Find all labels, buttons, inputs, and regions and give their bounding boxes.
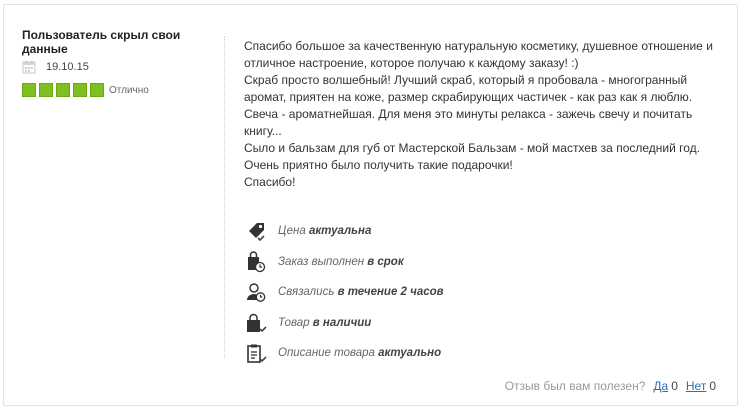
rating-stars	[22, 83, 107, 97]
price-tag-icon	[244, 219, 268, 243]
feature-value: в срок	[367, 255, 404, 268]
review-text	[244, 38, 714, 191]
feature-item	[244, 338, 444, 369]
rating-star	[56, 83, 70, 97]
feature-label: Заказ выполнен	[278, 255, 368, 268]
rating-star	[22, 83, 36, 97]
feature-label: Связались	[278, 286, 338, 299]
rating-star	[90, 83, 104, 97]
vote-no-link[interactable]: Нет	[685, 379, 707, 393]
helpful-question: Отзыв был вам полезен?	[504, 379, 646, 393]
review-paragraph: Спасибо!	[244, 175, 296, 189]
feature-label: Цена	[278, 225, 309, 238]
helpful-vote	[505, 379, 716, 393]
vote-yes-count: 0	[671, 379, 678, 393]
review-paragraph: Свеча - ароматнейшая. Для меня это минуты релакса - зажечь свечу и почитать книгу...	[244, 107, 693, 138]
feature-item	[244, 277, 444, 308]
review-paragraph: Скраб просто волшебный! Лучший скраб, который я пробовала - многогранный аромат, приятен на коже, размер скрабирующих частичек - как раз как я люблю.	[244, 73, 693, 104]
feature-label: Товар	[278, 316, 313, 329]
rating	[22, 83, 149, 97]
feature-text	[278, 256, 404, 268]
feature-item	[244, 247, 444, 278]
feature-label: Описание товара	[278, 347, 379, 360]
bag-check-icon	[244, 311, 268, 335]
clipboard-check-icon	[244, 341, 268, 365]
column-divider	[224, 36, 225, 358]
vote-no-count: 0	[709, 379, 716, 393]
rating-star	[39, 83, 53, 97]
review-date: 19.10.15	[46, 61, 89, 73]
feature-item	[244, 216, 444, 247]
review-paragraph: Спасибо большое за качественную натуральную косметику, душевное отношение и отличное настроение, которое получаю к каждому заказу! :)	[244, 39, 713, 70]
feature-value: актуальна	[308, 225, 372, 238]
feature-text	[278, 347, 441, 359]
rating-star	[73, 83, 87, 97]
feature-value: в наличии	[312, 316, 372, 329]
feature-text	[278, 225, 371, 237]
feature-text	[278, 317, 371, 329]
contact-person-clock-icon	[244, 280, 268, 304]
feature-item	[244, 308, 444, 339]
review-date-row	[22, 60, 89, 74]
calendar-icon	[22, 60, 36, 74]
feature-text	[278, 286, 444, 298]
shopping-bag-clock-icon	[244, 250, 268, 274]
vote-yes-link[interactable]: Да	[653, 379, 669, 393]
feature-list	[244, 216, 444, 369]
feature-value: актуально	[378, 347, 442, 360]
feature-value: в течение 2 часов	[337, 286, 444, 299]
review-paragraph: Сыло и бальзам для губ от Мастерской Бальзам - мой мастхев за последний год. Очень приятно было получить такие подарочки!	[244, 141, 701, 172]
review-author: Пользователь скрыл свои данные	[22, 28, 181, 56]
rating-label: Отлично	[109, 84, 149, 96]
